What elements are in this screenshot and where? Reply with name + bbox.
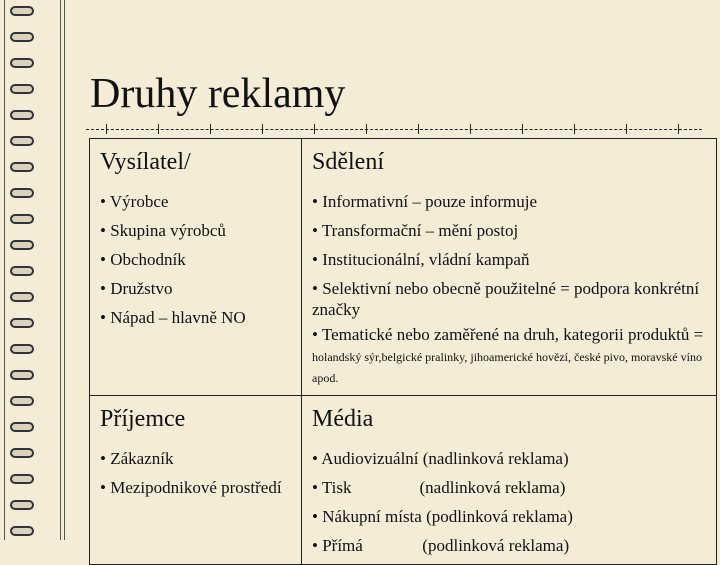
divider-tick bbox=[158, 124, 159, 134]
notebook-binding bbox=[0, 0, 66, 540]
binding-ring bbox=[10, 370, 34, 380]
divider-tick bbox=[262, 124, 263, 134]
media-cell bbox=[302, 396, 717, 565]
binding-ring bbox=[10, 422, 34, 432]
advertising-types-table bbox=[89, 138, 717, 565]
message-item: • Selektivní nebo obecně použitelné = podpora konkrétní značky bbox=[312, 279, 700, 319]
sender-heading: Vysílatel/ bbox=[100, 149, 191, 175]
binding-ring bbox=[10, 6, 34, 16]
examples-note: holandský sýr,belgické pralinky, jihoamerické hovězí, české pivo, moravské víno apod. bbox=[312, 350, 702, 385]
binding-ring bbox=[10, 500, 34, 510]
binding-ring bbox=[10, 84, 34, 94]
divider-tick bbox=[470, 124, 471, 134]
binding-ring bbox=[10, 136, 34, 146]
media-item: • Audiovizuální (nadlinková reklama) bbox=[312, 449, 569, 468]
message-item: • Informativní – pouze informuje bbox=[312, 192, 538, 211]
divider-tick bbox=[626, 124, 627, 134]
media-item: • Tisk (nadlinková reklama) bbox=[312, 478, 566, 497]
message-item-text: • Tematické nebo zaměřené na druh, kategorii produktů = bbox=[312, 325, 704, 344]
binding-ring bbox=[10, 240, 34, 250]
binding-ring bbox=[10, 448, 34, 458]
receiver-item: • Mezipodnikové prostředí bbox=[100, 478, 282, 497]
receiver-cell bbox=[90, 396, 302, 565]
binding-line bbox=[64, 0, 65, 540]
binding-ring bbox=[10, 526, 34, 536]
message-item: • Transformační – mění postoj bbox=[312, 221, 519, 240]
binding-ring bbox=[10, 292, 34, 302]
binding-ring bbox=[10, 58, 34, 68]
binding-ring bbox=[10, 214, 34, 224]
binding-ring bbox=[10, 188, 34, 198]
binding-ring bbox=[10, 318, 34, 328]
sender-item: • Výrobce bbox=[100, 192, 169, 211]
sender-item: • Nápad – hlavně NO bbox=[100, 308, 246, 327]
divider-tick bbox=[366, 124, 367, 134]
message-item: • Institucionální, vládní kampaň bbox=[312, 250, 530, 269]
receiver-item: • Zákazník bbox=[100, 449, 174, 468]
divider-tick bbox=[314, 124, 315, 134]
sender-item: • Skupina výrobců bbox=[100, 221, 226, 240]
binding-ring bbox=[10, 32, 34, 42]
media-heading: Média bbox=[312, 406, 374, 432]
binding-ring bbox=[10, 344, 34, 354]
binding-ring bbox=[10, 162, 34, 172]
slide-title: Druhy reklamy bbox=[90, 71, 346, 117]
divider-tick bbox=[678, 124, 679, 134]
divider-tick bbox=[418, 124, 419, 134]
divider-ticks bbox=[86, 124, 702, 134]
sender-item: • Družstvo bbox=[100, 279, 173, 298]
divider-tick bbox=[574, 124, 575, 134]
sender-item: • Obchodník bbox=[100, 250, 186, 269]
binding-ring bbox=[10, 474, 34, 484]
divider-tick bbox=[522, 124, 523, 134]
binding-line bbox=[4, 0, 5, 540]
media-item: • Přímá (podlinková reklama) bbox=[312, 536, 570, 555]
binding-line bbox=[60, 0, 61, 540]
divider-tick bbox=[106, 124, 107, 134]
message-heading: Sdělení bbox=[312, 149, 384, 175]
divider-tick bbox=[210, 124, 211, 134]
media-item: • Nákupní místa (podlinková reklama) bbox=[312, 507, 573, 526]
binding-ring bbox=[10, 266, 34, 276]
binding-ring bbox=[10, 110, 34, 120]
binding-ring bbox=[10, 396, 34, 406]
message-cell bbox=[302, 139, 717, 396]
receiver-heading: Příjemce bbox=[100, 406, 186, 432]
message-item bbox=[312, 324, 708, 387]
sender-cell bbox=[90, 139, 302, 396]
